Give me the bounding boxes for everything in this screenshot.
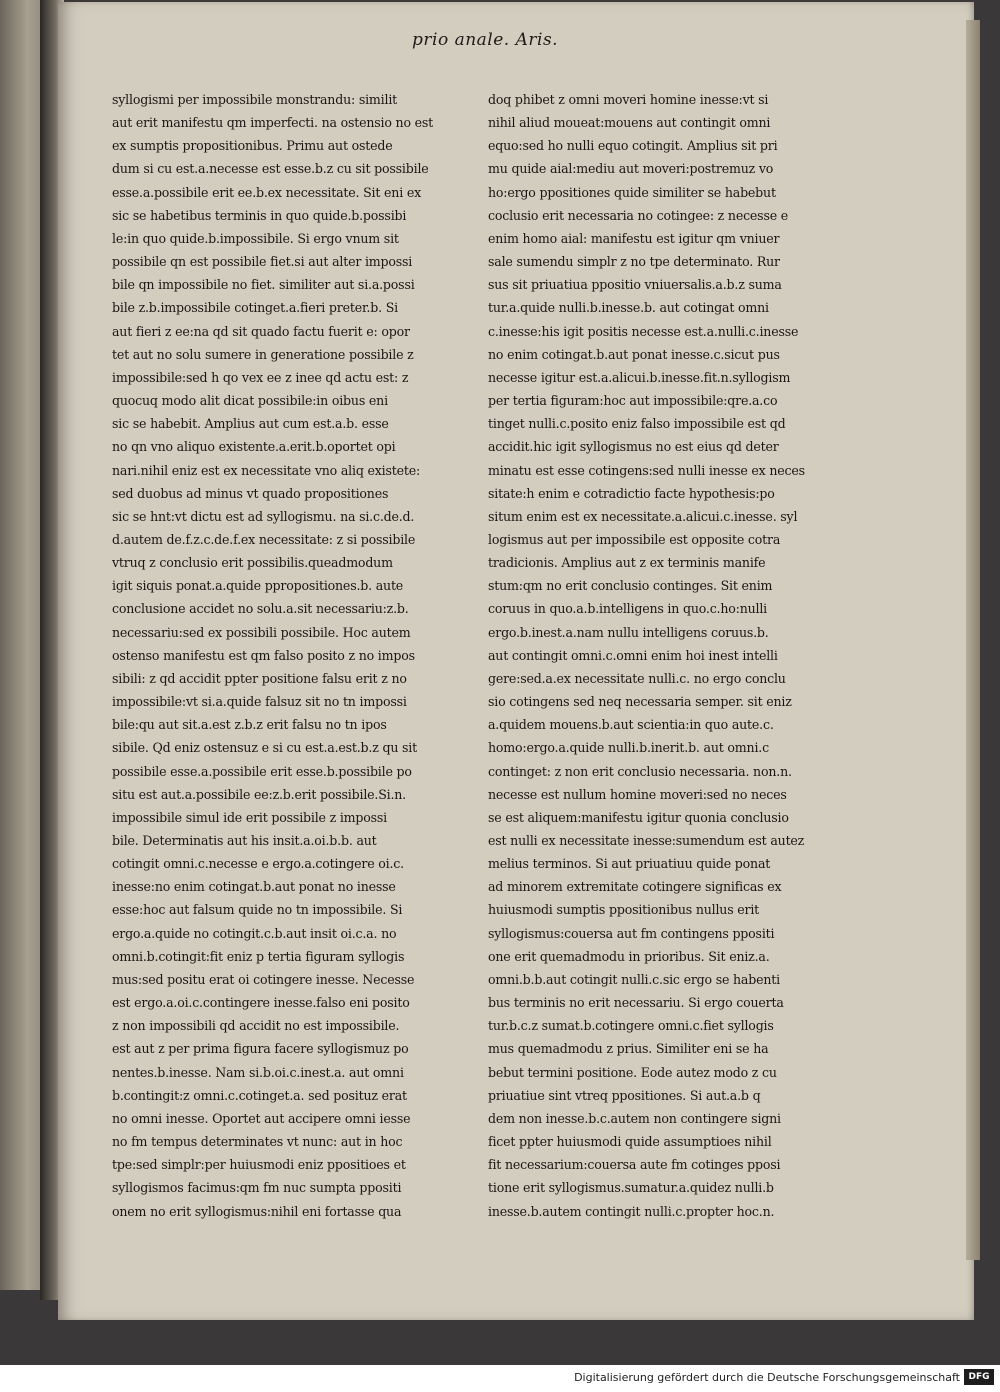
text-line: est nulli ex necessitate inesse:sumendum est autez (488, 833, 805, 848)
text-line: necesse igitur est.a.alicui.b.inesse.fit.n.syllogism (488, 369, 791, 385)
text-line: melius terminos. Si aut priuatiuu quide ponat (488, 856, 771, 872)
text-line: no omni inesse. Oportet aut accipere omni iesse (112, 1110, 411, 1126)
text-line: nari.nihil eniz est ex necessitate vno aliq existete: (112, 462, 421, 478)
text-line: accidit.hic igit syllogismus no est eius qd deter (488, 439, 779, 455)
text-line: sale sumendu simplr z no tpe determinato. Rur (488, 254, 780, 270)
text-line: bus terminis no erit necessariu. Si ergo couerta (488, 995, 784, 1011)
text-line: bile z.b.impossibile cotinget.a.fieri preter.b. Si (112, 300, 398, 316)
text-line: situm enim est ex necessitate.a.alicui.c.inesse. syl (488, 508, 798, 524)
text-line: priuatiue sint vtreq ppositiones. Si aut.a.b q (488, 1087, 761, 1103)
text-line: mus quemadmodu z prius. Similiter eni se ha (488, 1041, 769, 1057)
text-line: enim homo aial: manifestu est igitur qm vniuer (488, 230, 780, 246)
text-line: huiusmodi sumptis ppositionibus nullus erit (488, 902, 760, 918)
text-line: ex sumptis propositionibus. Primu aut ostede (112, 138, 393, 154)
text-line: z non impossibili qd accidit no est impossibile. (112, 1018, 400, 1034)
text-line: inesse.b.autem contingit nulli.c.propter hoc.n. (488, 1203, 775, 1219)
text-line: esse:hoc aut falsum quide no tn impossibile. Si (112, 902, 403, 918)
text-line: onem no erit syllogismus:nihil eni fortasse qua (112, 1203, 402, 1219)
text-line: coruus in quo.a.b.intelligens in quo.c.ho:nulli (488, 601, 768, 617)
text-line: quocuq modo alit dicat possibile:in oibus eni (112, 393, 388, 409)
text-line: tradicionis. Amplius aut z ex terminis manife (488, 555, 766, 571)
text-line: sic se habebit. Amplius aut cum est.a.b. esse (112, 416, 389, 432)
text-line: tur.b.c.z sumat.b.cotingere omni.c.fiet syllogis (488, 1018, 774, 1034)
dfg-logo: DFG (964, 1369, 994, 1385)
text-line: aut erit manifestu qm imperfecti. na ostensio no est (112, 115, 434, 131)
text-line: tet aut no solu sumere in generatione possibile z (112, 346, 414, 362)
text-line: sio cotingens sed neq necessaria semper. sit eniz (488, 694, 792, 710)
text-line: ergo.b.inest.a.nam nullu intelligens coruus.b. (488, 624, 769, 640)
text-line: nentes.b.inesse. Nam si.b.oi.c.inest.a. aut omni (112, 1064, 404, 1080)
text-line: nihil aliud moueat:mouens aut contingit omni (488, 115, 771, 131)
text-line: sitate:h enim e cotradictio facte hypothesis:po (488, 485, 775, 501)
text-line: logismus aut per impossibile est opposite cotra (488, 531, 781, 547)
text-line: igit siquis ponat.a.quide ppropositiones.b. aute (112, 578, 404, 594)
text-line: omni.b.b.aut cotingit nulli.c.sic ergo se habenti (488, 971, 780, 987)
text-column-left (112, 88, 464, 1223)
text-line: syllogismos facimus:qm fm nuc sumpta ppositi (112, 1180, 402, 1196)
text-line: mu quide aial:mediu aut moveri:postremuz vo (488, 161, 774, 177)
text-line: vtruq z conclusio erit possibilis.queadmodum (112, 555, 393, 571)
text-line: fit necessarium:couersa aute fm cotinges pposi (488, 1157, 781, 1173)
text-line: tur.a.quide nulli.b.inesse.b. aut cotingat omni (488, 300, 769, 316)
running-head: prio anale. Aris. (412, 30, 559, 50)
text-line: c.inesse:his igit positis necesse est.a.nulli.c.inesse (488, 323, 799, 339)
text-line: mus:sed positu erat oi cotingere inesse. Necesse (112, 971, 415, 987)
text-line: minatu est esse cotingens:sed nulli inesse ex neces (488, 462, 805, 478)
text-line: d.autem de.f.z.c.de.f.ex necessitate: z si possibile (112, 531, 416, 547)
text-line: ergo.a.quide no cotingit.c.b.aut insit oi.c.a. no (112, 925, 397, 941)
text-line: ad minorem extremitate cotingere significas ex (488, 879, 782, 895)
text-line: impossibile:sed h qo vex ee z inee qd actu est: z (112, 369, 409, 385)
text-line: sibili: z qd accidit ppter positione falsu erit z no (112, 670, 407, 686)
text-line: dem non inesse.b.c.autem non contingere signi (488, 1110, 781, 1126)
text-line: equo:sed ho nulli equo cotingit. Amplius sit pri (488, 138, 778, 154)
text-line: no enim cotingat.b.aut ponat inesse.c.sicut pus (488, 346, 780, 362)
text-line: dum si cu est.a.necesse est esse.b.z cu sit possibile (112, 161, 429, 177)
text-line: tpe:sed simplr:per huiusmodi eniz ppositioes et (112, 1157, 406, 1173)
text-line: gere:sed.a.ex necessitate nulli.c. no ergo conclu (488, 670, 786, 686)
text-column-right (488, 88, 838, 1223)
text-line: homo:ergo.a.quide nulli.b.inerit.b. aut omni.c (488, 740, 769, 756)
text-line: ostenso manifestu est qm falso posito z no impos (112, 647, 415, 663)
text-line: esse.a.possibile erit ee.b.ex necessitate. Sit eni ex (112, 184, 421, 200)
text-line: no qn vno aliquo existente.a.erit.b.oportet opi (112, 439, 396, 455)
text-line: one erit quemadmodu in prioribus. Sit eniz.a. (488, 948, 770, 964)
text-line: sic se hnt:vt dictu est ad syllogismu. na si.c.de.d. (112, 508, 415, 524)
text-line: syllogismi per impossibile monstrandu: similit (112, 92, 398, 107)
text-line: situ est aut.a.possibile ee:z.b.erit possibile.Si.n. (112, 786, 406, 802)
text-line: stum:qm no erit conclusio continges. Sit enim (488, 578, 773, 594)
text-line: bile. Determinatis aut his insit.a.oi.b.b. aut (112, 833, 377, 848)
text-line: a.quidem mouens.b.aut scientia:in quo aute.c. (488, 717, 774, 733)
text-line: ficet ppter huiusmodi quide assumptioes nihil (488, 1134, 772, 1150)
text-line: omni.b.cotingit:fit eniz p tertia figuram syllogis (112, 948, 405, 964)
text-line: continget: z non erit conclusio necessaria. non.n. (488, 763, 792, 779)
text-line: inesse:no enim cotingat.b.aut ponat no inesse (112, 879, 396, 895)
text-line: tinget nulli.c.posito eniz falso impossibile est qd (488, 416, 786, 432)
text-line: impossibile simul ide erit possibile z impossi (112, 809, 388, 825)
text-line: sibile. Qd eniz ostensuz e si cu est.a.est.b.z qu sit (112, 740, 417, 756)
text-line: cotingit omni.c.necesse e ergo.a.cotingere oi.c. (112, 856, 404, 872)
text-line: est aut z per prima figura facere syllogismuz po (112, 1041, 409, 1057)
text-line: sic se habetibus terminis in quo quide.b.possibi (112, 207, 407, 223)
text-line: necesse est nullum homine moveri:sed no neces (488, 786, 787, 802)
text-line: aut contingit omni.c.omni enim hoi inest intelli (488, 647, 778, 663)
text-line: le:in quo quide.b.impossibile. Si ergo vnum sit (112, 230, 399, 246)
text-line: syllogismus:couersa aut fm contingens ppositi (488, 925, 775, 941)
text-line: doq phibet z omni moveri homine inesse:vt si (488, 92, 769, 107)
text-line: necessariu:sed ex possibili possibile. Hoc autem (112, 624, 411, 640)
text-line: possibile qn est possibile fiet.si aut alter impossi (112, 254, 413, 270)
text-line: conclusione accidet no solu.a.sit necessariu:z.b. (112, 601, 409, 617)
text-line: bile qn impossibile no fiet. similiter aut si.a.possi (112, 277, 415, 293)
text-line: bile:qu aut sit.a.est z.b.z erit falsu no tn ipos (112, 717, 387, 733)
text-line: possibile esse.a.possibile erit esse.b.possibile po (112, 763, 412, 779)
funding-credit: Digitalisierung gefördert durch die Deutsche Forschungsgemeinschaft (574, 1371, 960, 1384)
text-line: bebut termini positione. Eode autez modo z cu (488, 1064, 777, 1080)
text-line: impossibile:vt si.a.quide falsuz sit no tn impossi (112, 694, 407, 710)
page-fore-edge (966, 20, 980, 1260)
text-line: coclusio erit necessaria no cotingee: z necesse e (488, 207, 789, 223)
text-line: se est aliquem:manifestu igitur quonia conclusio (488, 809, 789, 825)
text-line: ho:ergo ppositiones quide similiter se habebut (488, 184, 776, 200)
text-line: sus sit priuatiua ppositio vniuersalis.a.b.z suma (488, 277, 782, 293)
text-line: aut fieri z ee:na qd sit quado factu fuerit e: opor (112, 323, 410, 339)
text-line: est ergo.a.oi.c.contingere inesse.falso eni posito (112, 995, 410, 1011)
text-line: tione erit syllogismus.sumatur.a.quidez nulli.b (488, 1180, 774, 1196)
text-line: no fm tempus determinates vt nunc: aut in hoc (112, 1134, 403, 1150)
text-line: per tertia figuram:hoc aut impossibile:qre.a.co (488, 393, 778, 409)
text-line: b.contingit:z omni.c.cotinget.a. sed posituz erat (112, 1087, 407, 1103)
text-line: sed duobus ad minus vt quado propositiones (112, 485, 389, 501)
